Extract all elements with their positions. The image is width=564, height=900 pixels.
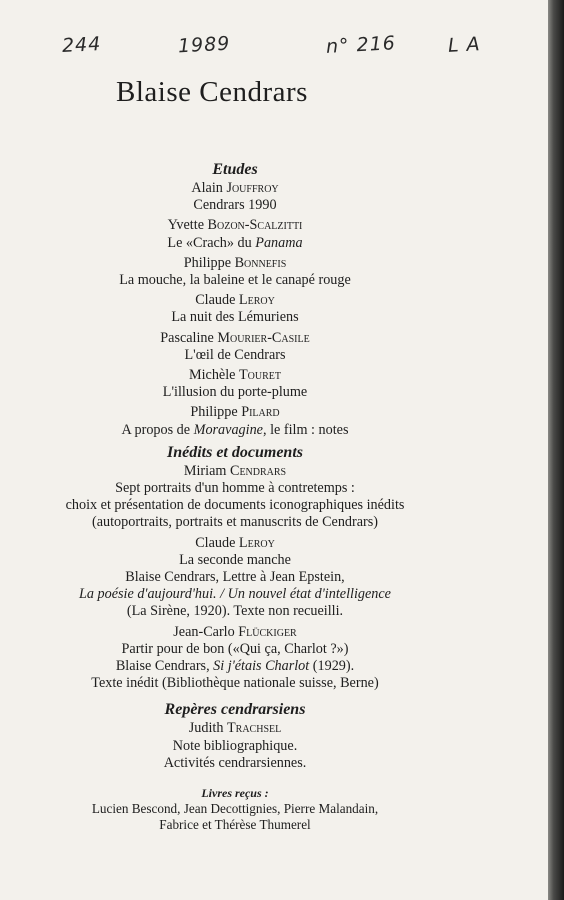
- entry-title: Blaise Cendrars, Lettre à Jean Epstein,: [125, 569, 345, 586]
- handwritten-note: n° 216: [325, 32, 397, 58]
- author-name: Philippe Pilard: [190, 404, 280, 421]
- entry-title: choix et présentation de documents iconographiques inédits: [65, 497, 405, 514]
- entry-title: Blaise Cendrars, Si j'étais Charlot (1929).: [115, 658, 355, 675]
- author-name: Yvette Bozon-Scalzitti: [167, 217, 303, 234]
- entry-title: Cendrars 1990: [193, 197, 277, 214]
- entry-title: Partir pour de bon («Qui ça, Charlot ?»): [121, 640, 349, 657]
- page-title: Blaise Cendrars: [116, 76, 308, 108]
- author-name: Philippe Bonnefis: [183, 254, 287, 271]
- section-heading: Inédits et documents: [166, 443, 303, 461]
- author-name: Claude Leroy: [195, 292, 275, 309]
- entry-title: Sept portraits d'un homme à contretemps :: [115, 480, 355, 497]
- handwritten-note: 1989: [177, 32, 231, 58]
- handwritten-note: L A: [447, 33, 482, 57]
- books-received-heading: Livres reçus :: [201, 786, 269, 801]
- table-of-contents: [0, 160, 470, 833]
- entry-title: Texte inédit (Bibliothèque nationale suisse, Berne): [91, 675, 379, 692]
- author-name: Miriam Cendrars: [183, 462, 287, 479]
- books-received-line: Fabrice et Thérèse Thumerel: [159, 817, 311, 833]
- entry-title: Activités cendrarsiennes.: [163, 754, 307, 771]
- author-name: Pascaline Mourier-Casile: [160, 329, 310, 346]
- author-name: Jean-Carlo Flückiger: [173, 623, 297, 640]
- section-heading: Repères cendrarsiens: [164, 701, 306, 719]
- entry-title: La mouche, la baleine et le canapé rouge: [119, 272, 351, 289]
- author-name: Michèle Touret: [188, 367, 282, 384]
- handwritten-note: 244: [61, 32, 102, 58]
- entry-title: L'illusion du porte-plume: [162, 384, 308, 401]
- entry-title: La seconde manche: [179, 551, 291, 568]
- entry-title: Note bibliographique.: [172, 737, 298, 754]
- entry-title: (autoportraits, portraits et manuscrits de Cendrars): [91, 514, 379, 531]
- entry-title: L'œil de Cendrars: [184, 346, 286, 363]
- entry-title: La poésie d'aujourd'hui. / Un nouvel état d'intelligence: [79, 586, 391, 603]
- entry-title: Le «Crach» du Panama: [167, 234, 303, 251]
- section-heading: Etudes: [212, 161, 258, 178]
- entry-title: (La Sirène, 1920). Texte non recueilli.: [126, 603, 344, 620]
- author-name: Claude Leroy: [195, 534, 275, 551]
- entry-title: La nuit des Lémuriens: [171, 309, 299, 326]
- entry-title: A propos de Moravagine, le film : notes: [121, 421, 349, 438]
- page-edge-shadow: [548, 0, 564, 900]
- author-name: Judith Trachsel: [188, 720, 282, 737]
- books-received-line: Lucien Bescond, Jean Decottignies, Pierre Malandain,: [91, 801, 379, 817]
- author-name: Alain Jouffroy: [191, 180, 279, 196]
